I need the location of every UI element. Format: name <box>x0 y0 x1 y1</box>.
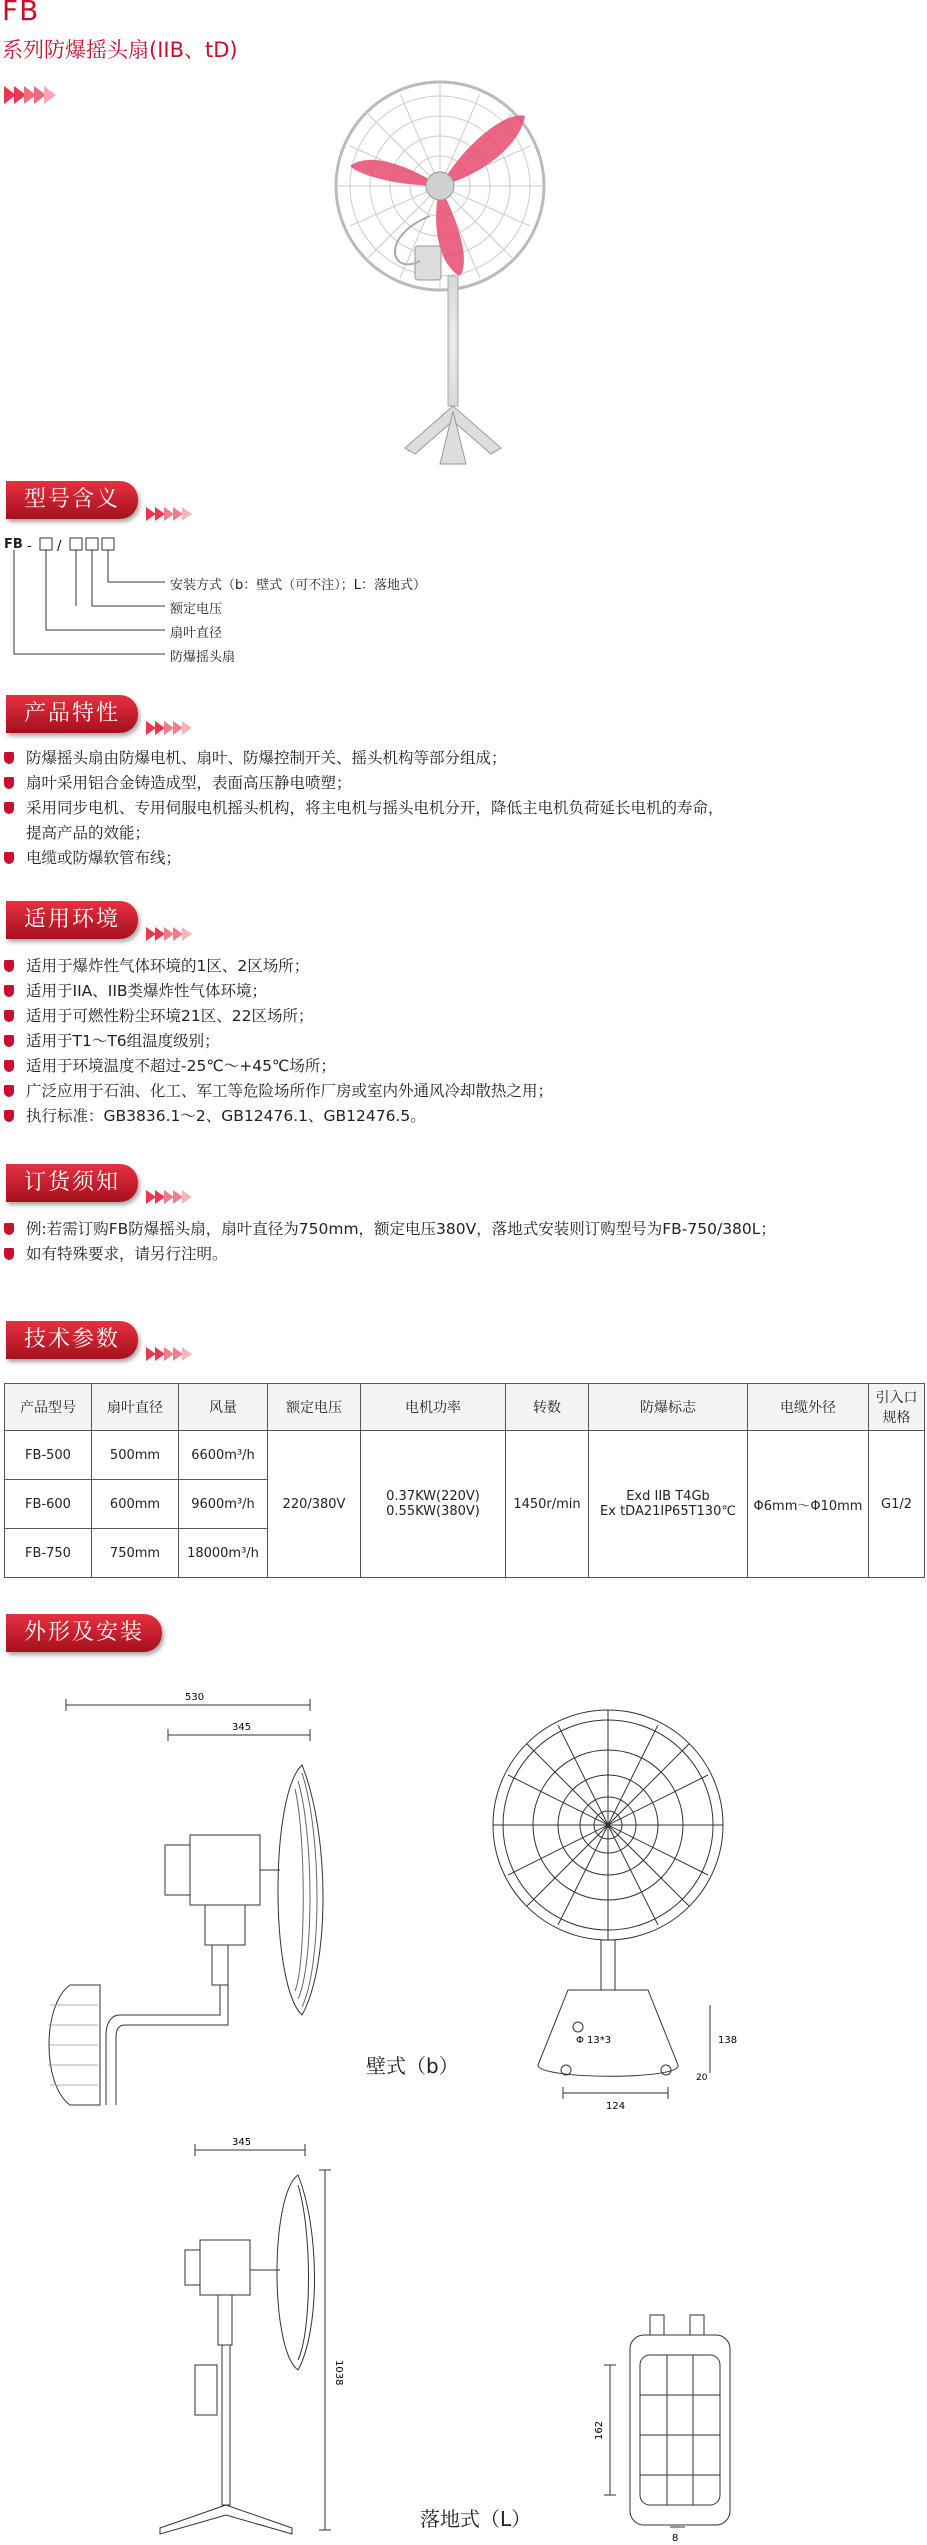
model-meaning-line-4: 防爆摇头扇 <box>170 650 236 665</box>
section-title-tech: 技术参数 <box>6 1321 138 1359</box>
shield-bullet-icon <box>4 1085 14 1097</box>
dim-124: 124 <box>606 2101 626 2112</box>
model-code-prefix: FB <box>4 537 23 552</box>
dim-138: 138 <box>718 2035 738 2046</box>
list-item: 适用于环境温度不超过-25℃～+45℃场所； <box>0 1054 553 1079</box>
shield-bullet-icon <box>4 1060 14 1072</box>
section-title-features: 产品特性 <box>6 695 138 733</box>
col-header: 转数 <box>506 1384 589 1431</box>
section-chevrons <box>146 927 191 941</box>
list-item: 广泛应用于石油、化工、军工等危险场所作厂房或室内外通风冷却散热之用； <box>0 1079 553 1104</box>
shield-bullet-icon <box>4 1248 14 1260</box>
shield-bullet-icon <box>4 752 14 764</box>
shield-bullet-icon <box>4 985 14 997</box>
model-meaning-line-3: 扇叶直径 <box>170 626 223 641</box>
col-header: 引入口规格 <box>869 1384 925 1431</box>
floor-stand-label: 落地式（L） <box>420 2507 532 2531</box>
list-item: 适用于IIA、IIB类爆炸性气体环境； <box>0 979 553 1004</box>
list-item: 扇叶采用铝合金铸造成型，表面高压静电喷塑； <box>0 771 724 796</box>
shield-bullet-icon <box>4 1035 14 1047</box>
list-item: 如有特殊要求，请另行注明。 <box>0 1242 776 1267</box>
cell-flow: 6600m³/h <box>179 1431 268 1480</box>
col-header: 扇叶直径 <box>92 1384 179 1431</box>
cell-cable: Φ6mm～Φ10mm <box>748 1431 869 1578</box>
list-item: 例:若需订购FB防爆摇头扇，扇叶直径为750mm，额定电压380V，落地式安装则订购型号为FB-750/380L； <box>0 1217 776 1242</box>
shield-bullet-icon <box>4 777 14 789</box>
list-item: 适用于可燃性粉尘环境21区、22区场所； <box>0 1004 553 1029</box>
model-meaning-line-1: 安装方式（b：壁式（可不注）；L：落地式） <box>170 578 426 593</box>
cell-dia: 500mm <box>92 1431 179 1480</box>
shield-bullet-icon <box>4 852 14 864</box>
cell-model: FB-500 <box>5 1431 92 1480</box>
control-box-drawing <box>590 2305 770 2545</box>
cell-model: FB-750 <box>5 1529 92 1578</box>
section-title-environment: 适用环境 <box>6 901 138 939</box>
shield-bullet-icon <box>4 1010 14 1022</box>
dim-phi13: Φ 13*3 <box>576 2035 612 2046</box>
cell-flow: 9600m³/h <box>179 1480 268 1529</box>
list-item: 采用同步电机、专用伺服电机摇头机构，将主电机与摇头电机分开，降低主电机负荷延长电机的寿命， <box>0 796 724 821</box>
section-title-install: 外形及安装 <box>6 1614 162 1652</box>
section-chevrons <box>146 507 191 521</box>
model-meaning-line-2: 额定电压 <box>170 602 223 617</box>
table-header-row <box>5 1384 925 1431</box>
cell-model: FB-600 <box>5 1480 92 1529</box>
cell-dia: 750mm <box>92 1529 179 1578</box>
col-header: 风量 <box>179 1384 268 1431</box>
col-header: 产品型号 <box>5 1384 92 1431</box>
section-chevrons <box>146 1190 191 1204</box>
dim-530: 530 <box>185 1692 205 1703</box>
tech-params-table <box>4 1383 925 1578</box>
col-header: 额定电压 <box>268 1384 361 1431</box>
wall-mount-front-drawing <box>478 1685 738 2125</box>
shield-bullet-icon <box>4 1110 14 1122</box>
shield-bullet-icon <box>4 802 14 814</box>
cell-entry: G1/2 <box>869 1431 925 1578</box>
list-item: 适用于爆炸性气体环境的1区、2区场所； <box>0 954 553 979</box>
product-subtitle: 系列防爆摇头扇(IIB、tD) <box>2 38 238 62</box>
svg-text:/: / <box>57 539 62 554</box>
section-title-model-meaning: 型号含义 <box>6 481 138 519</box>
wall-mount-label: 壁式（b） <box>366 2054 459 2078</box>
wall-mount-side-drawing <box>40 1685 340 2115</box>
dim-20: 20 <box>696 2073 708 2083</box>
table-row <box>5 1431 925 1480</box>
cell-flow: 18000m³/h <box>179 1529 268 1578</box>
list-item: 提高产品的效能； <box>26 824 151 842</box>
header-chevrons <box>4 86 54 108</box>
cell-dia: 600mm <box>92 1480 179 1529</box>
list-item: 执行标准：GB3836.1～2、GB12476.1、GB12476.5。 <box>0 1104 553 1129</box>
svg-text:-: - <box>27 539 32 554</box>
environment-list <box>0 954 553 1129</box>
section-title-ordering: 订货须知 <box>6 1164 138 1202</box>
dim-162: 162 <box>594 2420 605 2440</box>
cell-voltage: 220/380V <box>268 1431 361 1578</box>
ordering-list <box>0 1217 776 1267</box>
cell-speed: 1450r/min <box>506 1431 589 1578</box>
dim-1038: 1038 <box>333 2360 344 2386</box>
cell-ex-mark: Exd IIB T4Gb Ex tDA21IP65T130℃ <box>589 1431 748 1578</box>
shield-bullet-icon <box>4 960 14 972</box>
features-list <box>0 746 724 871</box>
list-item: 防爆摇头扇由防爆电机、扇叶、防爆控制开关、摇头机构等部分组成； <box>0 746 724 771</box>
fan-product-photo <box>320 76 550 476</box>
list-item: 适用于T1～T6组温度级别； <box>0 1029 553 1054</box>
section-chevrons <box>146 1347 191 1361</box>
dim-8: 8 <box>672 2533 679 2544</box>
cell-power: 0.37KW(220V) 0.55KW(380V) <box>361 1431 506 1578</box>
list-item: 电缆或防爆软管布线； <box>0 846 724 871</box>
col-header: 电机功率 <box>361 1384 506 1431</box>
model-code-diagram <box>0 530 180 660</box>
model-code: FB <box>2 0 40 27</box>
floor-stand-drawing <box>130 2130 380 2540</box>
col-header: 防爆标志 <box>589 1384 748 1431</box>
shield-bullet-icon <box>4 1223 14 1235</box>
dim-345: 345 <box>232 1722 252 1733</box>
col-header: 电缆外径 <box>748 1384 869 1431</box>
section-chevrons <box>146 721 191 735</box>
dim-345-floor: 345 <box>232 2137 252 2148</box>
